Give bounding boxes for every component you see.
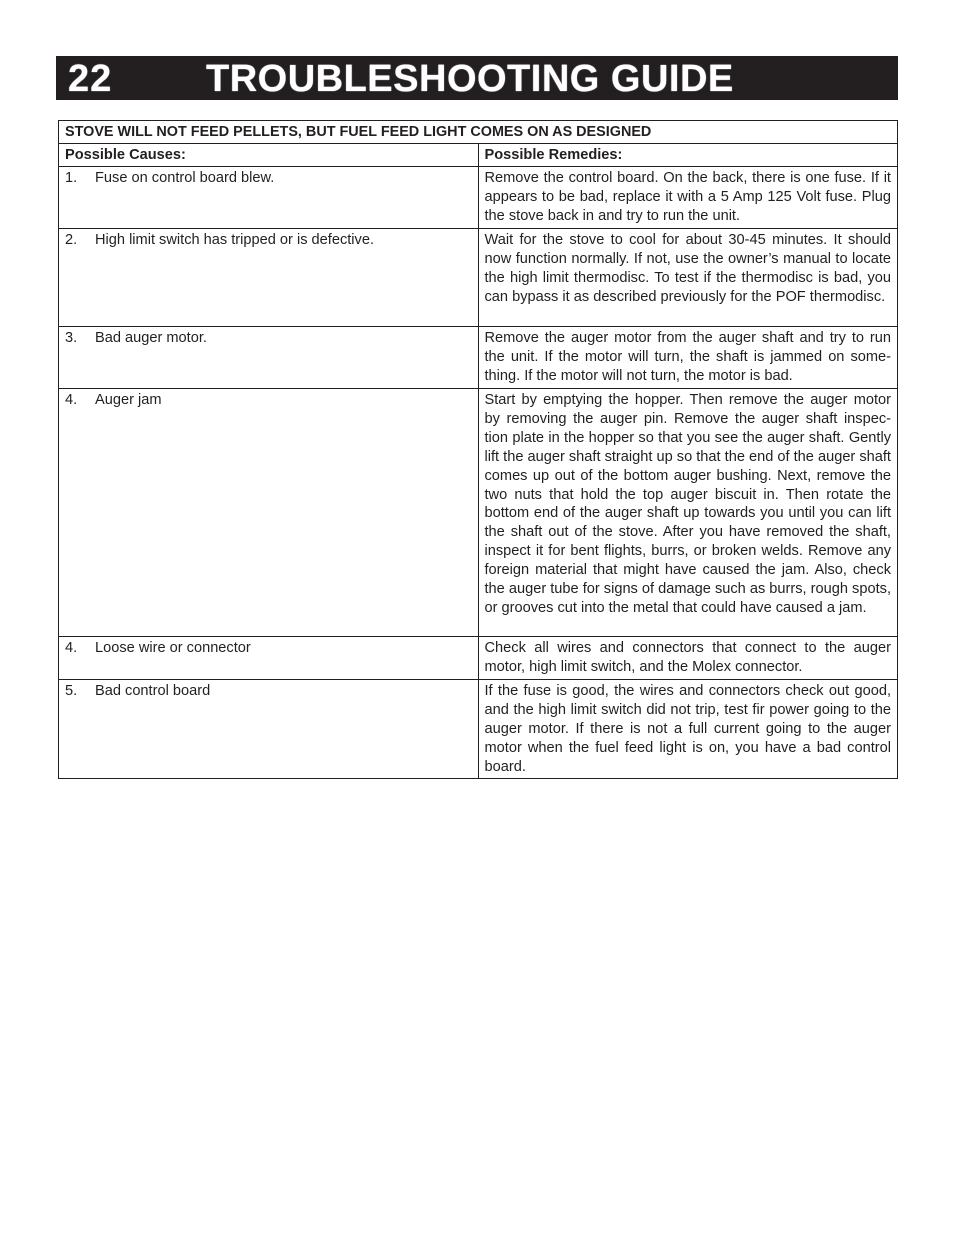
cause-text: Auger jam xyxy=(95,392,162,408)
cause-text: Bad auger motor. xyxy=(95,330,207,346)
remedy-cell: If the fuse is good, the wires and connectors check out good, and the high limit switch did not trip, test fir power going to the auger motor. If there is not a full current going to the auger motor when the fuel feed light is on, you have a bad control board. xyxy=(478,680,898,779)
cause-number: 5. xyxy=(65,683,78,699)
remedy-cell: Check all wires and connectors that connect to the auger motor, high limit switch, and the Molex connector. xyxy=(478,637,898,680)
cause-number: 4. xyxy=(65,640,78,656)
remedy-cell: Start by emptying the hopper. Then remove the auger motor by removing the auger pin. Remove the auger shaft inspec-tion plate in the hopper so that you see the auger shaft. Gently lift the auger shaft straight up so that the end of the auger shaft comes up out of the bottom auger bushing. Next, remove the two nuts that hold the top auger biscuit in. Then rotate the bottom end of the auger shaft up towards you until you can lift the shaft out of the stove. After you have removed the shaft, inspect it for bent flights, burrs, or broken welds. Remove any foreign material that might have caused the jam. Also, check the auger tube for signs of damage such as burrs, rough spots, or grooves cut into the metal that could have caused a jam. xyxy=(478,389,898,637)
remedy-cell: Remove the auger motor from the auger shaft and try to run the unit. If the motor will turn, the shaft is jammed on some-thing. If the motor will not turn, the motor is bad. xyxy=(478,327,898,389)
table-row xyxy=(59,229,898,327)
cause-text: Fuse on control board blew. xyxy=(95,170,275,186)
page-title: TROUBLESHOOTING GUIDE xyxy=(206,58,734,100)
cause-text: High limit switch has tripped or is defective. xyxy=(95,232,375,248)
problem-heading: STOVE WILL NOT FEED PELLETS, BUT FUEL FEED LIGHT COMES ON AS DESIGNED xyxy=(59,121,898,144)
table-row xyxy=(59,389,898,637)
cause-cell xyxy=(59,327,479,389)
cause-cell xyxy=(59,167,479,229)
cause-number: 4. xyxy=(65,392,78,408)
cause-cell xyxy=(59,637,479,680)
causes-column-header: Possible Causes: xyxy=(59,144,479,167)
table-row xyxy=(59,637,898,680)
troubleshooting-table xyxy=(58,120,898,779)
cause-text: Bad control board xyxy=(95,683,211,699)
cause-cell xyxy=(59,680,479,779)
cause-number: 3. xyxy=(65,330,78,346)
page-header-bar xyxy=(56,56,898,100)
cause-cell xyxy=(59,229,479,327)
remedy-cell: Remove the control board. On the back, there is one fuse. If it appears to be bad, replace it with a 5 Amp 125 Volt fuse. Plug the stove back in and try to run the unit. xyxy=(478,167,898,229)
column-header-row xyxy=(59,144,898,167)
cause-text: Loose wire or connector xyxy=(95,640,251,656)
table-row xyxy=(59,680,898,779)
table-row xyxy=(59,327,898,389)
cause-number: 1. xyxy=(65,170,78,186)
problem-row xyxy=(59,121,898,144)
page-number: 22 xyxy=(68,58,113,100)
remedy-cell: Wait for the stove to cool for about 30-45 minutes. It should now function normally. If not, use the owner’s manual to locate the high limit thermodisc. To test if the thermodisc is bad, you can bypass it as described previously for the POF thermodisc. xyxy=(478,229,898,327)
remedies-column-header: Possible Remedies: xyxy=(478,144,898,167)
cause-number: 2. xyxy=(65,232,78,248)
cause-cell xyxy=(59,389,479,637)
table-row xyxy=(59,167,898,229)
